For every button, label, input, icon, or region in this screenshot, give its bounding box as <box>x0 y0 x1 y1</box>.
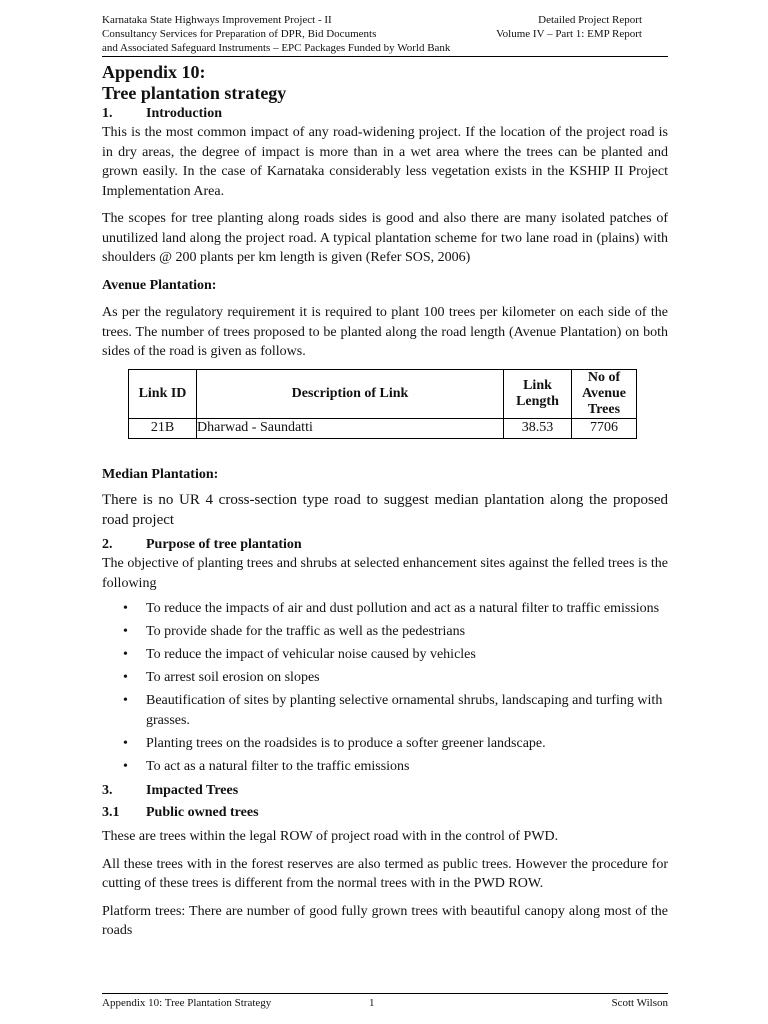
purpose-paragraph: The objective of planting trees and shrubs at selected enhancement sites against the felled trees is the following <box>102 556 668 591</box>
cell-description: Dharwad - Saundatti <box>197 418 504 438</box>
header-left-line-1: Karnataka State Highways Improvement Project - II <box>102 14 332 26</box>
col-header-link-length-line-2: Length <box>516 393 559 409</box>
section-heading-impacted-trees <box>102 781 668 800</box>
list-item <box>102 734 668 754</box>
purpose-bullet-list <box>102 599 668 777</box>
list-item-text: To provide shade for the traffic as well as the pedestrians <box>146 624 466 639</box>
col-header-description: Description of Link <box>197 369 504 418</box>
list-item <box>102 757 668 777</box>
header-right <box>496 13 642 41</box>
appendix-title <box>102 62 668 104</box>
appendix-title-line-2: Tree plantation strategy <box>102 83 287 103</box>
section-title: Impacted Trees <box>146 783 239 798</box>
link-trees-table <box>128 369 637 439</box>
median-plantation-heading: Median Plantation: <box>102 466 219 482</box>
median-plantation-paragraph: There is no UR 4 cross-section type road to suggest median plantation along the proposed road project <box>102 492 668 528</box>
list-item-text: To reduce the impact of vehicular noise caused by vehicles <box>146 647 476 662</box>
bullet-icon: • <box>123 670 128 685</box>
section-heading-introduction <box>102 104 668 123</box>
section-number: 3. <box>102 783 113 798</box>
col-header-avenue-trees-line-2: Avenue <box>581 385 627 401</box>
section-number: 3.1 <box>102 805 120 820</box>
bullet-icon: • <box>123 624 128 639</box>
public-trees-paragraph-1: These are trees within the legal ROW of project road with in the control of PWD. <box>102 829 559 844</box>
section-number: 2. <box>102 537 113 552</box>
col-header-link-length-line-1: Link <box>523 377 552 393</box>
footer-divider <box>102 993 668 994</box>
list-item-text: To act as a natural filter to the traffic emissions <box>146 759 410 774</box>
cell-avenue-trees: 7706 <box>572 418 637 438</box>
list-item-text: To reduce the impacts of air and dust pollution and act as a natural filter to traffic emissions <box>146 601 660 616</box>
list-item <box>102 691 668 731</box>
list-item-text: Beautification of sites by planting selective ornamental shrubs, landscaping and turfing with grasses. <box>146 693 663 728</box>
bullet-icon: • <box>123 736 128 751</box>
list-item <box>102 645 668 665</box>
table-row <box>129 418 637 438</box>
cell-link-id: 21B <box>129 418 197 438</box>
col-header-avenue-trees-line-1: No of <box>587 369 621 385</box>
avenue-plantation-heading: Avenue Plantation: <box>102 277 217 293</box>
col-header-link-length <box>504 369 572 418</box>
list-item-text: Planting trees on the roadsides is to produce a softer greener landscape. <box>146 736 546 751</box>
col-header-avenue-trees-line-3: Trees <box>587 401 621 417</box>
header-right-line-1: Detailed Project Report <box>538 14 642 26</box>
page-content <box>102 62 668 941</box>
public-trees-paragraph-3: Platform trees: There are number of good fully grown trees with beautiful canopy along most of the roads <box>102 903 668 938</box>
cell-link-length: 38.53 <box>504 418 572 438</box>
bullet-icon: • <box>123 647 128 662</box>
document-page <box>102 0 668 1024</box>
footer-right: Scott Wilson <box>611 997 668 1009</box>
header-right-line-2: Volume IV – Part 1: EMP Report <box>496 28 642 40</box>
list-item-text: To arrest soil erosion on slopes <box>146 670 320 685</box>
section-title: Introduction <box>146 106 222 121</box>
bullet-icon: • <box>123 759 128 774</box>
header-left-line-3: and Associated Safeguard Instruments – EPC Packages Funded by World Bank <box>102 42 451 54</box>
appendix-title-line-1: Appendix 10: <box>102 62 206 82</box>
col-header-link-id: Link ID <box>129 369 197 418</box>
bullet-icon: • <box>123 601 128 616</box>
intro-paragraph-2: The scopes for tree planting along roads sides is good and also there are many isolated patches of unutilized land along the project road. A typical plantation scheme for two lane road in (plains) with shoulders @ 200 plants per km length is given (Refer SOS, 2006) <box>102 211 668 265</box>
avenue-plantation-paragraph: As per the regulatory requirement it is required to plant 100 trees per kilometer on each side of the trees. The number of trees proposed to be planted along the road length (Avenue Plantation) on both sides of the road is given as follows. <box>102 305 668 359</box>
list-item <box>102 599 668 619</box>
section-number: 1. <box>102 106 113 121</box>
section-title: Purpose of tree plantation <box>146 537 302 552</box>
header-left-line-2: Consultancy Services for Preparation of DPR, Bid Documents <box>102 28 377 40</box>
intro-paragraph-1: This is the most common impact of any road-widening project. If the location of the project road is in dry areas, the degree of impact is more than in a wet area where the trees can be planted and grown easily. In the case of Karnataka considerably less vegetation exists in the KSHIP II Project Implementation Area. <box>102 125 668 199</box>
header-left <box>102 13 450 55</box>
section-heading-public-owned-trees <box>102 803 668 822</box>
list-item <box>102 622 668 642</box>
bullet-icon: • <box>123 693 128 708</box>
header-divider <box>102 56 668 57</box>
section-heading-purpose <box>102 535 668 554</box>
list-item <box>102 668 668 688</box>
table-header-row <box>129 369 637 418</box>
public-trees-paragraph-2: All these trees with in the forest reserves are also termed as public trees. However the procedure for cutting of these trees is different from the normal trees with in the PWD ROW. <box>102 856 668 891</box>
section-title: Public owned trees <box>146 805 259 820</box>
footer-left: Appendix 10: Tree Plantation Strategy <box>102 997 272 1009</box>
page-number: 1 <box>369 997 375 1009</box>
col-header-avenue-trees <box>572 369 637 418</box>
